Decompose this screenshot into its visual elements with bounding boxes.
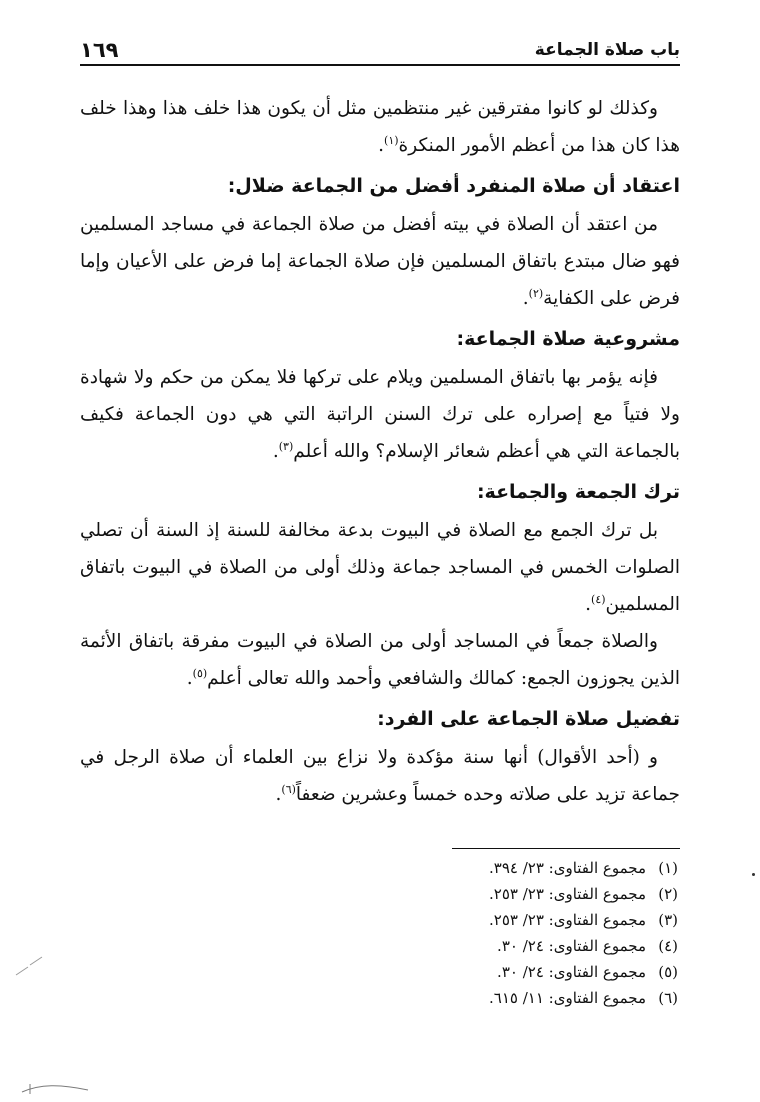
- paragraph-5-end: .: [186, 668, 193, 689]
- paragraph-1-text: وكذلك لو كانوا مفترقين غير منتظمين مثل أن يكون هذا خلف هذا وهذا خلف هذا كان هذا من أعظم الأمور المنكرة: [80, 98, 680, 156]
- footnote-number: (٥): [658, 963, 678, 981]
- paragraph-6-end: .: [275, 784, 282, 805]
- paragraph-6-text: و (أحد الأقوال) أنها سنة مؤكدة ولا نزاع بين العلماء أن صلاة الرجل في جماعة تزيد على صلاته وحده خمساً وعشرين ضعفاً: [80, 747, 680, 805]
- pencil-stroke-icon: [20, 1080, 90, 1096]
- running-head: [80, 30, 680, 66]
- paragraph-1: [80, 90, 680, 164]
- footnote-text: مجموع الفتاوى: ٢٤/ ٣٠.: [497, 937, 646, 955]
- paragraph-1-end: .: [378, 135, 385, 156]
- paragraph-2-end: .: [522, 288, 529, 309]
- footnote-separator: [452, 848, 680, 849]
- paragraph-4-end: .: [585, 594, 592, 615]
- footnotes-list: [348, 855, 678, 1011]
- footnote-text: مجموع الفتاوى: ٢٣/ ٢٥٣.: [489, 885, 646, 903]
- footnote-number: (١): [658, 859, 678, 877]
- footnote-ref-5[interactable]: (٥): [192, 666, 208, 680]
- footnote-number: (٢): [658, 885, 678, 903]
- footnote-text: مجموع الفتاوى: ٢٣/ ٢٥٣.: [489, 911, 646, 929]
- footnote-ref-6[interactable]: (٦): [281, 782, 296, 796]
- paragraph-5-text: والصلاة جمعاً في المساجد أولى من الصلاة في البيوت مفرقة باتفاق الأئمة الذين يجوزون الجمع: كمالك والشافعي وأحمد والله تعالى أعلم: [80, 631, 680, 689]
- paragraph-3-end: .: [272, 441, 279, 462]
- body-text: [80, 90, 680, 813]
- scan-speck: [752, 873, 755, 876]
- footnote-item: [348, 881, 678, 907]
- footnote-item: [348, 959, 678, 985]
- section-heading-2: مشروعية صلاة الجماعة:: [456, 328, 680, 350]
- section-heading-4: تفضيل صلاة الجماعة على الفرد:: [377, 708, 680, 730]
- footnote-item: [348, 933, 678, 959]
- section-heading-3: ترك الجمعة والجماعة:: [476, 481, 680, 503]
- page-number: ١٦٩: [80, 38, 119, 62]
- footnote-ref-4[interactable]: (٤): [591, 592, 606, 606]
- footnote-ref-2[interactable]: (٢): [528, 286, 544, 300]
- footnote-number: (٣): [658, 911, 678, 929]
- paragraph-2: [80, 206, 680, 317]
- paragraph-4: [80, 512, 680, 623]
- paragraph-5: [80, 623, 680, 697]
- footnote-number: (٦): [658, 989, 678, 1007]
- paragraph-3-text: فإنه يؤمر بها باتفاق المسلمين ويلام على تركها فلا يمكن من حكم ولا شهادة ولا فتياً مع إصراره على ترك السنن الراتبة التي هي دون الجماعة فكيف بالجماعة التي هي أعظم شعائر الإسلام؟ والله أعلم: [80, 367, 680, 462]
- footnote-item: [348, 907, 678, 933]
- paragraph-4-text: بل ترك الجمع مع الصلاة في البيوت بدعة مخالفة للسنة إذ السنة أن تصلي الصلوات الخمس في المساجد جماعة وذلك أولى من الصلاة في البيوت باتفاق المسلمين: [80, 520, 680, 615]
- footnote-number: (٤): [658, 937, 678, 955]
- footnote-ref-3[interactable]: (٣): [278, 439, 294, 453]
- section-heading-1: اعتقاد أن صلاة المنفرد أفضل من الجماعة ضلال:: [227, 175, 680, 197]
- footnote-text: مجموع الفتاوى: ٢٣/ ٣٩٤.: [489, 859, 646, 877]
- footnote-ref-1[interactable]: (١): [384, 133, 399, 147]
- paragraph-2-text: من اعتقد أن الصلاة في بيته أفضل من صلاة الجماعة في مساجد المسلمين فهو ضال مبتدع باتفاق المسلمين فإن صلاة الجماعة إما فرض على الأعيان وإما فرض على الكفاية: [80, 214, 680, 309]
- footnote-text: مجموع الفتاوى: ١١/ ٦١٥.: [489, 989, 646, 1007]
- footnote-text: مجموع الفتاوى: ٢٤/ ٣٠.: [497, 963, 646, 981]
- pencil-mark-icon: [14, 955, 44, 977]
- paragraph-3: [80, 359, 680, 470]
- running-title: باب صلاة الجماعة: [534, 40, 680, 60]
- paragraph-6: [80, 739, 680, 813]
- footnote-item: [348, 855, 678, 881]
- footnote-item: [348, 985, 678, 1011]
